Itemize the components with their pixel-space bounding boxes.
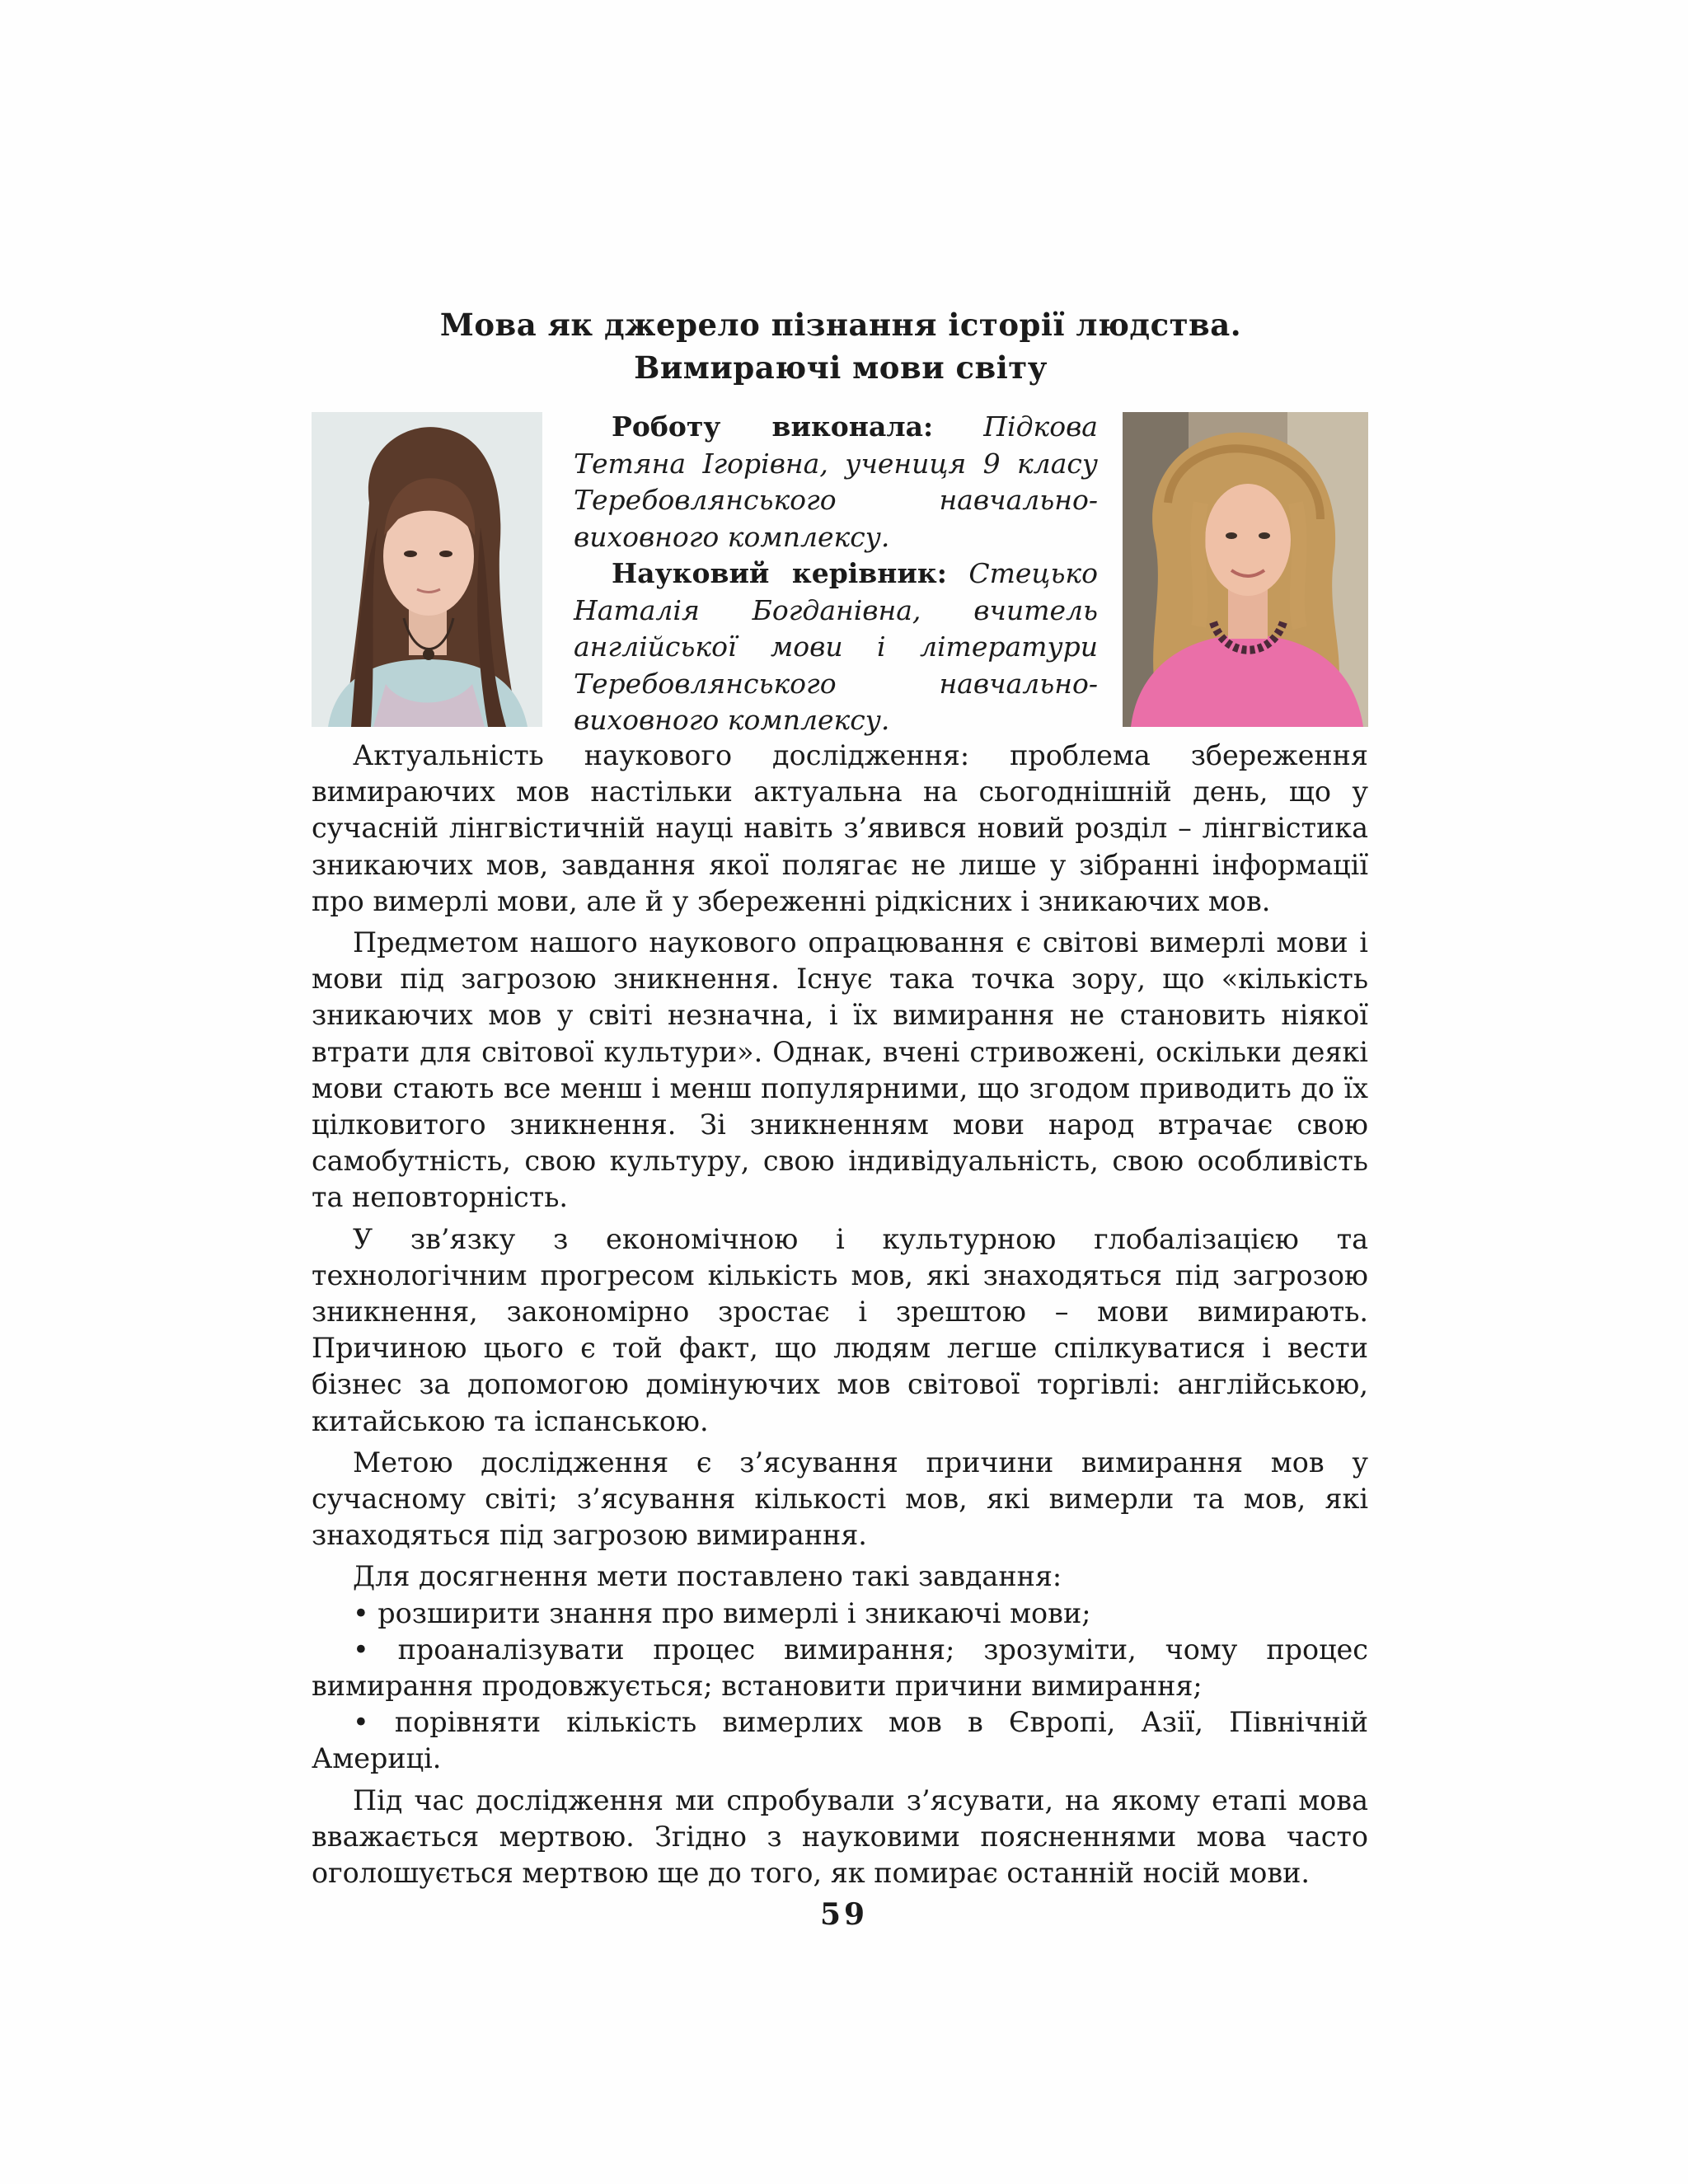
article-body — [312, 738, 1368, 1896]
paragraph-globalization: У зв’язку з економічною і культурною глобалізацією та технологічним прогресом кількість мов, які знаходяться під загрозою зникнення, закономірно зростає і зрештою – мови вимирають. Причиною цього є той факт, що людям легше спілкуватися і вести бізнес за допомогою домінуючих мов світової торгівлі: англійською, китайською та іспанською. — [312, 1222, 1368, 1437]
performer-paragraph — [574, 409, 1098, 555]
task-bullet-2: • проаналізувати процес вимирання; зрозуміти, чому процес вимирання продовжується; встановити причини вимирання; — [312, 1633, 1368, 1703]
title-line-1: Мова як джерело пізнання історії людства. — [439, 307, 1242, 343]
performer-text: Підкова Тетяна Ігорівна, учениця 9 класу Теребовлянського навчально-виховного комплексу. — [574, 410, 1098, 553]
paragraph-relevance: Актуальність наукового дослідження: проблема збереження вимираючих мов настільки актуальна на сьогоднішній день, що у сучасній лінгвістичній науці навіть з’явився новий розділ – лінгвістика зникаючих мов, завдання якої полягає не лише у зібранні інформації про вимерлі мови, але й у збереженні рідкісних і зникаючих мов. — [312, 739, 1368, 917]
paragraph-tasks-intro: Для досягнення мети поставлено такі завдання: — [353, 1560, 1062, 1593]
performer-label: Роботу виконала: — [612, 410, 934, 443]
paragraph-goal: Метою дослідження є з’ясування причини вимирання мов у сучасному світі; з’ясування кількості мов, які вимерли та мов, які знаходяться під загрозою вимирання. — [312, 1446, 1368, 1552]
supervisor-label: Науковий керівник: — [612, 557, 947, 589]
task-bullet-1: • розширити знання про вимерлі і зникаючі мови; — [353, 1596, 1091, 1629]
task-bullet-3: • порівняти кількість вимерлих мов в Європі, Азії, Північній Америці. — [312, 1706, 1368, 1775]
title-line-2: Вимираючі мови світу — [634, 349, 1048, 386]
student-photo — [312, 412, 542, 727]
supervisor-text: Стецько Наталія Богданівна, вчитель англійської мови і літератури Теребовлянського навчально-виховного комплексу. — [574, 557, 1098, 736]
paragraph-dead-language: Під час дослідження ми спробували з’ясувати, на якому етапі мова вважається мертвою. Згідно з науковими поясненнями мова часто оголошується мертвою ще до того, як помирає останній носій мови. — [312, 1783, 1368, 1890]
supervisor-photo — [1123, 412, 1368, 727]
paragraph-subject: Предметом нашого наукового опрацювання є світові вимерлі мови і мови під загрозою зникнення. Існує така точка зору, що «кількість зникаючих мов у світі незначна, і їх вимирання не становить ніякої втрати для світової культури». Однак, вчені стривожені, оскільки деякі мови стають все менш і менш популярними, що згодом приводить до їх цілковитого зникнення. Зі зникненням мови народ втрачає свою самобутність, свою культуру, свою індивідуальність, свою особливість та неповторність. — [312, 926, 1368, 1214]
article-title — [313, 303, 1368, 389]
authors-block — [574, 409, 1098, 739]
supervisor-paragraph — [574, 555, 1098, 739]
page-number: 59 — [819, 1897, 869, 1932]
